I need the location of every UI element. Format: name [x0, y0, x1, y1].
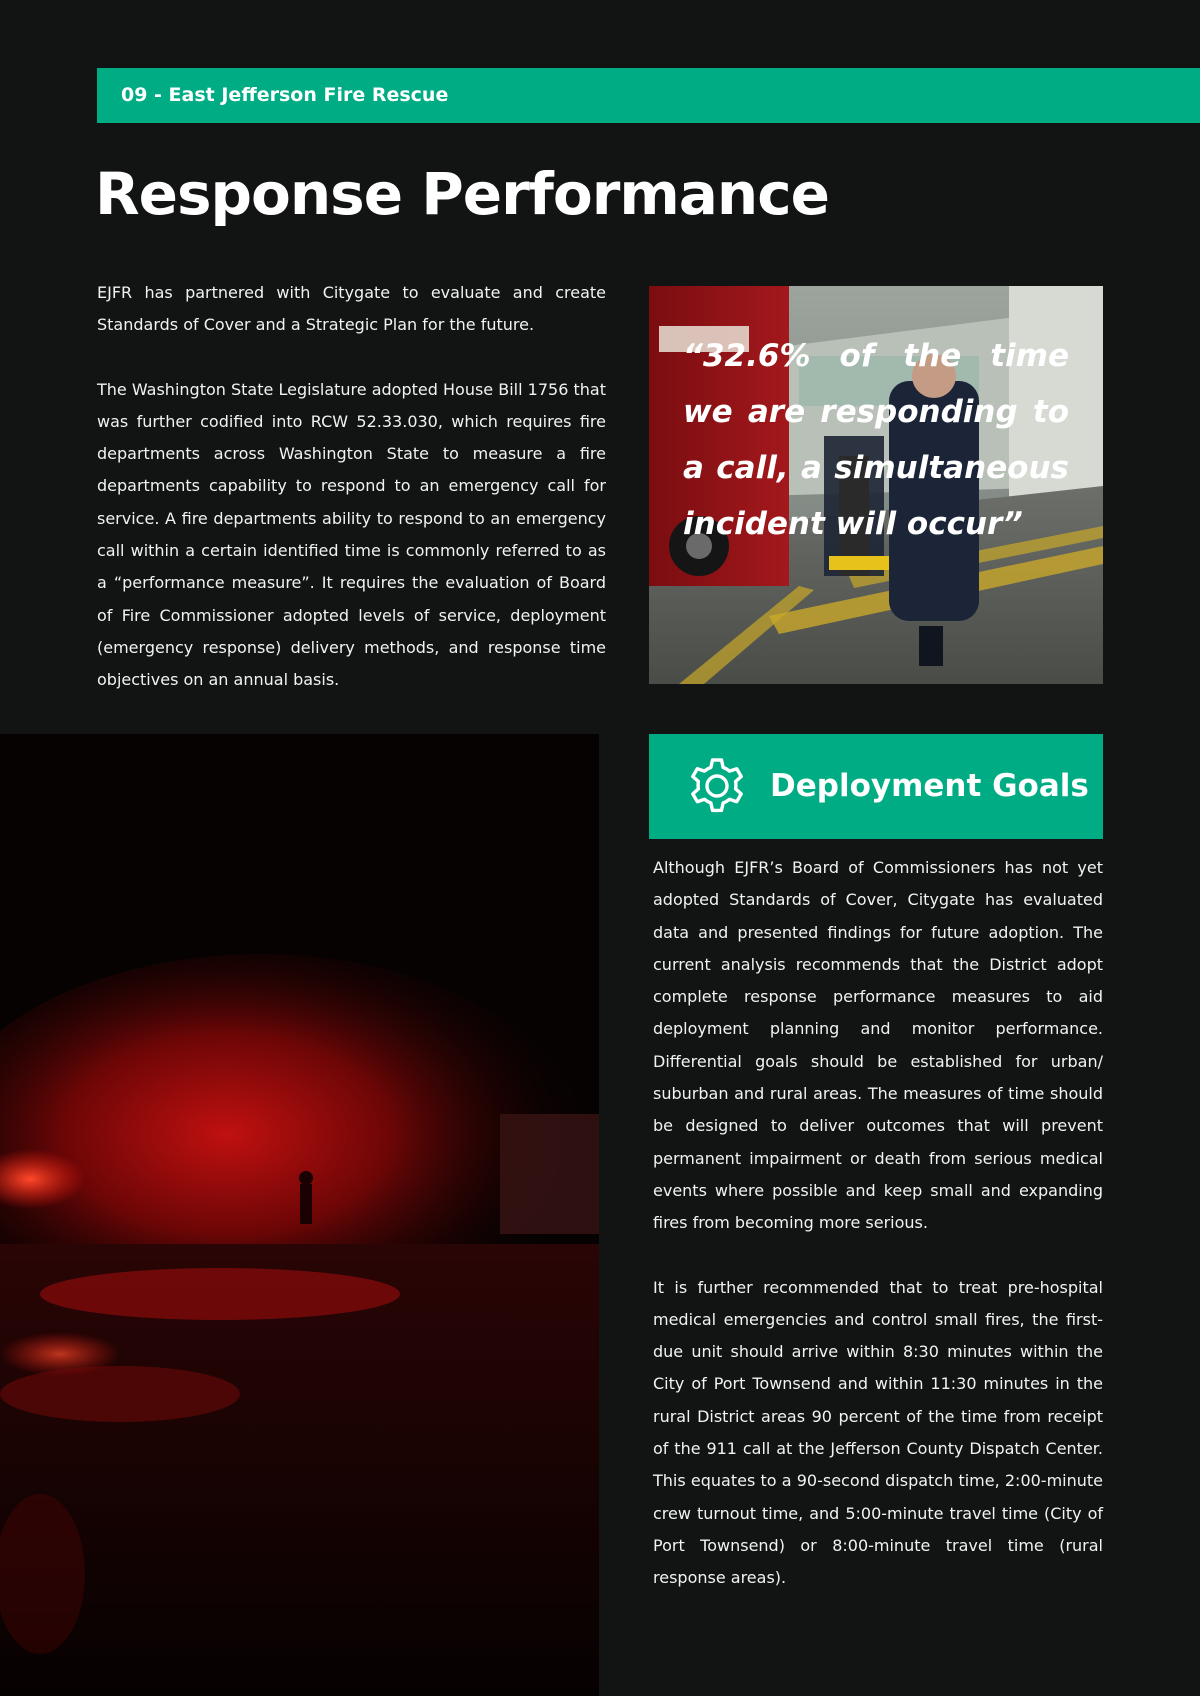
intro-paragraph: The Washington State Legislature adopted House Bill 1756 that was further codified into RCW 52.33.030, which requires fire departments across Washington State to measure a fire departments capability to respond to an emergency call for service. A fire departments ability to respond to an emergency call within a certain identified time is commonly referred to as a “performance measure”. It requires the evaluation of Board of Fire Commissioner adopted levels of service, deployment (emergency response) delivery methods, and response time objectives on an annual basis.	[97, 379, 606, 690]
deployment-goals-text	[653, 852, 1103, 1627]
page-title: Response Performance	[95, 160, 829, 228]
fire-scene-illustration	[0, 734, 599, 1696]
gear-icon	[684, 753, 750, 819]
section-header-bar	[97, 68, 1200, 123]
quote-text: “32.6% of the time we are responding to a call, a simultaneous incident will occur”	[683, 338, 1069, 542]
deployment-goals-title: Deployment Goals	[770, 768, 1089, 804]
deployment-goals-banner	[649, 734, 1103, 839]
ems-crew-photo	[649, 286, 1103, 684]
goals-paragraph: It is further recommended that to treat pre-hospital medical emergencies and control small fires, the first-due unit should arrive within 8:30 minutes within the City of Port Townsend and within 11:30 minutes in the rural District areas 90 percent of the time from receipt of the 911 call at the Jefferson County Dispatch Center. This equates to a 90-second dispatch time, 2:00-minute crew turnout time, and 5:00-minute travel time (City of Port Townsend) or 8:00-minute travel time (rural response areas).	[653, 1277, 1103, 1588]
intro-paragraph: EJFR has partnered with Citygate to evaluate and create Standards of Cover and a Strategic Plan for the future.	[97, 283, 606, 335]
goals-paragraph: Although EJFR’s Board of Commissioners has not yet adopted Standards of Cover, Citygate has evaluated data and presented findings for future adoption. The current analysis recommends that the District adopt complete response performance measures to aid deployment planning and monitor performance. Differential goals should be established for urban/ suburban and rural areas. The measures of time should be designed to deliver outcomes that will prevent permanent impairment or death from serious medical events where possible and keep small and expanding fires from becoming more serious.	[653, 858, 1103, 1233]
section-label: 09 - East Jefferson Fire Rescue	[121, 84, 449, 106]
intro-text	[97, 277, 606, 729]
fire-scene-photo	[0, 734, 599, 1696]
